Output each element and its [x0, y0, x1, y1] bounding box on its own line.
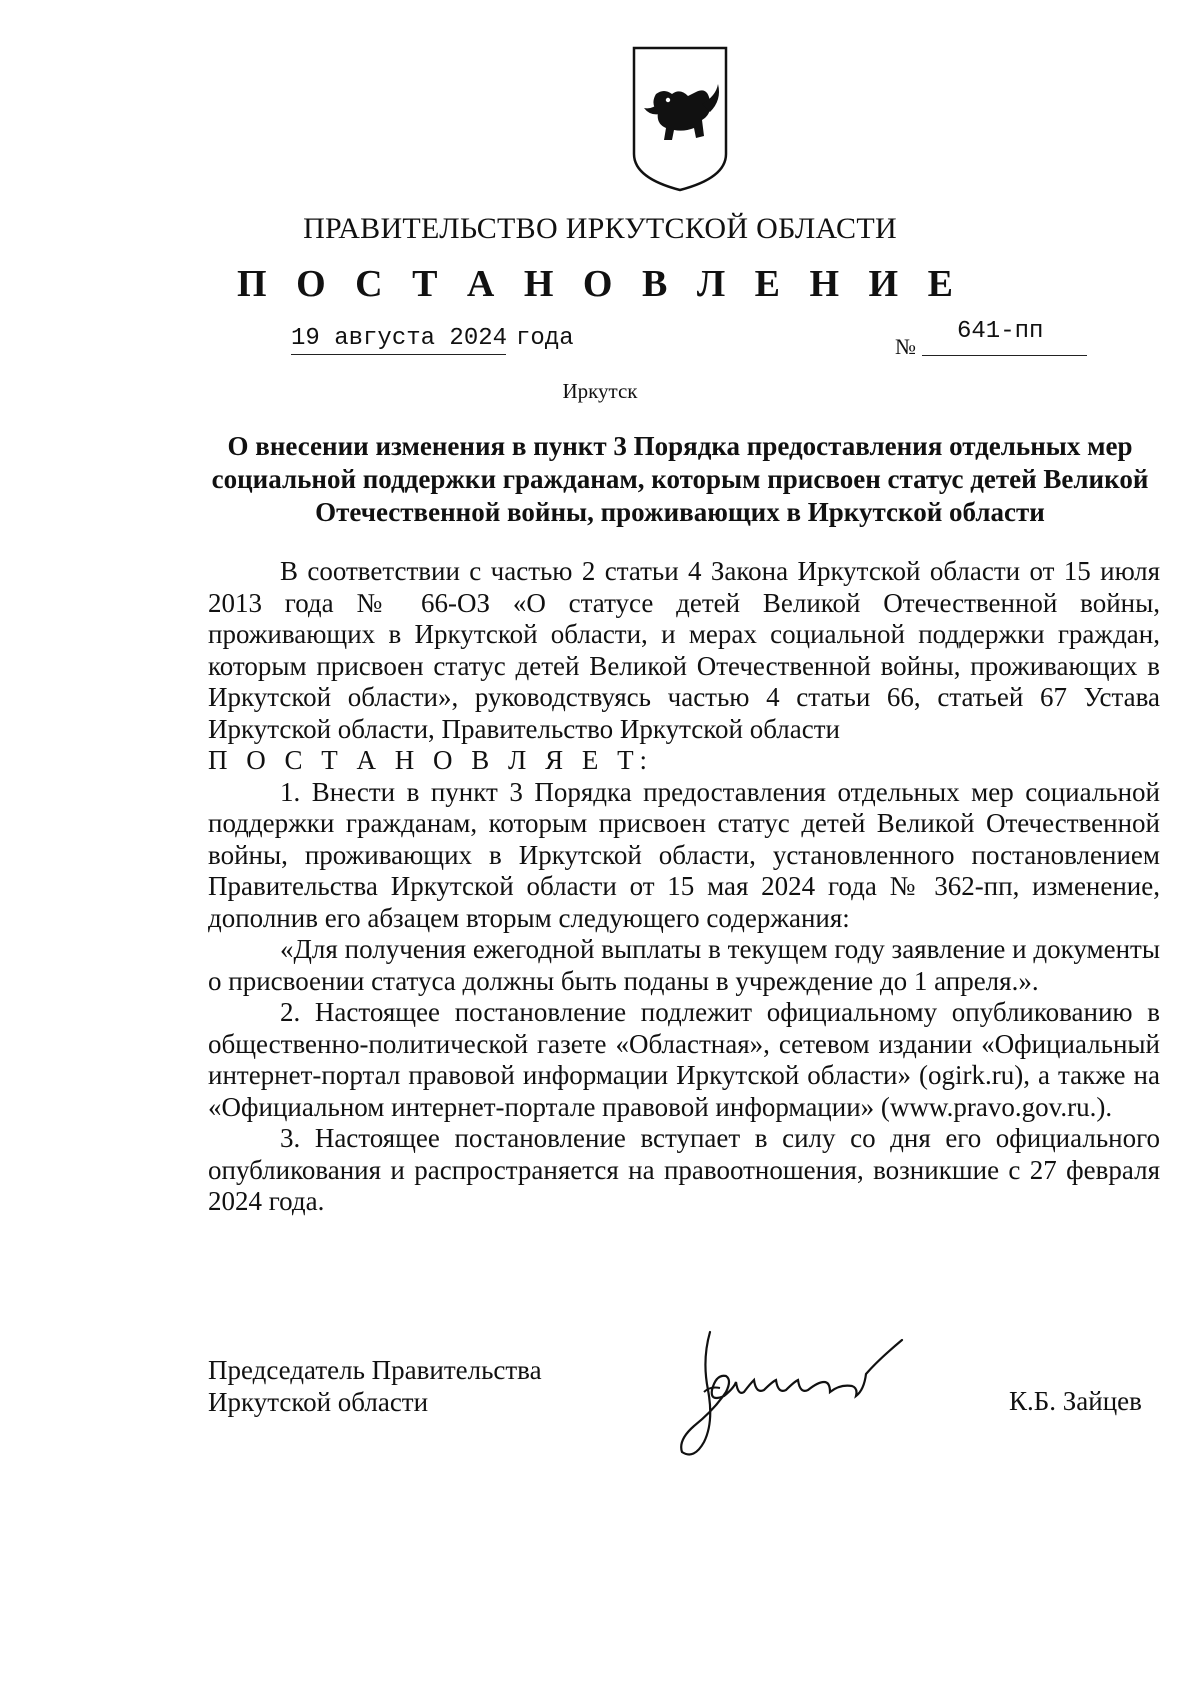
government-name: ПРАВИТЕЛЬСТВО ИРКУТСКОЙ ОБЛАСТИ [303, 212, 897, 245]
document-number: 641-пп [922, 318, 1087, 356]
item-1-quote-paragraph: «Для получения ежегодной выплаты в текущем году заявление и документы о присвоении статуса должны быть поданы в учреждение до 1 апреля.». [208, 934, 1160, 996]
decrees-heading: П О С Т А Н О В Л Я Е Т: [208, 745, 654, 775]
document-date: 19 августа 2024 [291, 325, 506, 355]
document-date-suffix: года [516, 325, 574, 352]
city: Иркутск [562, 379, 638, 403]
signatory-name: К.Б. Зайцев [1009, 1386, 1142, 1416]
item-1-paragraph: 1. Внести в пункт 3 Порядка предоставления отдельных мер социальной поддержки гражданам, которым присвоен статус детей Великой Отечественной войны, проживающих в Иркутской области, установленного постановлением Правительства Иркутской области от 15 мая 2024 года № 362-пп, изменение, дополнив его абзацем вторым следующего содержания: [208, 776, 1160, 933]
item-3-paragraph: 3. Настоящее постановление вступает в силу со дня его официального опубликования и распространяется на правоотношения, возникшие с 27 февраля 2024 года. [208, 1123, 1160, 1216]
item-2-paragraph: 2. Настоящее постановление подлежит официальному опубликованию в общественно-политической газете «Областная», сетевом издании «Официальный интернет-портал правовой информации Иркутской области» (ogirk.ru), а также на «Официальном интернет-портале правовой информации» (www.pravo.gov.ru.). [208, 997, 1160, 1122]
document-title: О внесении изменения в пункт 3 Порядка предоставления отдельных мер социальной поддержки гражданам, которым присвоен статус детей Великой Отечественной войны, проживающих в Иркутской области [211, 431, 1149, 527]
signatory-position [208, 1354, 542, 1418]
preamble-paragraph: В соответствии с частью 2 статьи 4 Закона Иркутской области от 15 июля 2013 года № 66-ОЗ «О статусе детей Великой Отечественной войны, проживающих в Иркутской области, и мерах социальной поддержки граждан, которым присвоен статус детей Великой Отечественной войны, проживающих в Иркутской области», руководствуясь частью 4 статьи 66, статьей 67 Устава Иркутской области, Правительство Иркутской области [208, 556, 1160, 744]
handwritten-signature [680, 1330, 980, 1470]
number-sign: № [895, 334, 916, 359]
document-type: П О С Т А Н О В Л Е Н И Е [237, 263, 963, 305]
coat-of-arms-icon [630, 44, 730, 194]
signatory-position-line-1: Председатель Правительства [208, 1355, 542, 1385]
signatory-position-line-2: Иркутской области [208, 1387, 429, 1417]
document-body [208, 556, 1160, 1218]
